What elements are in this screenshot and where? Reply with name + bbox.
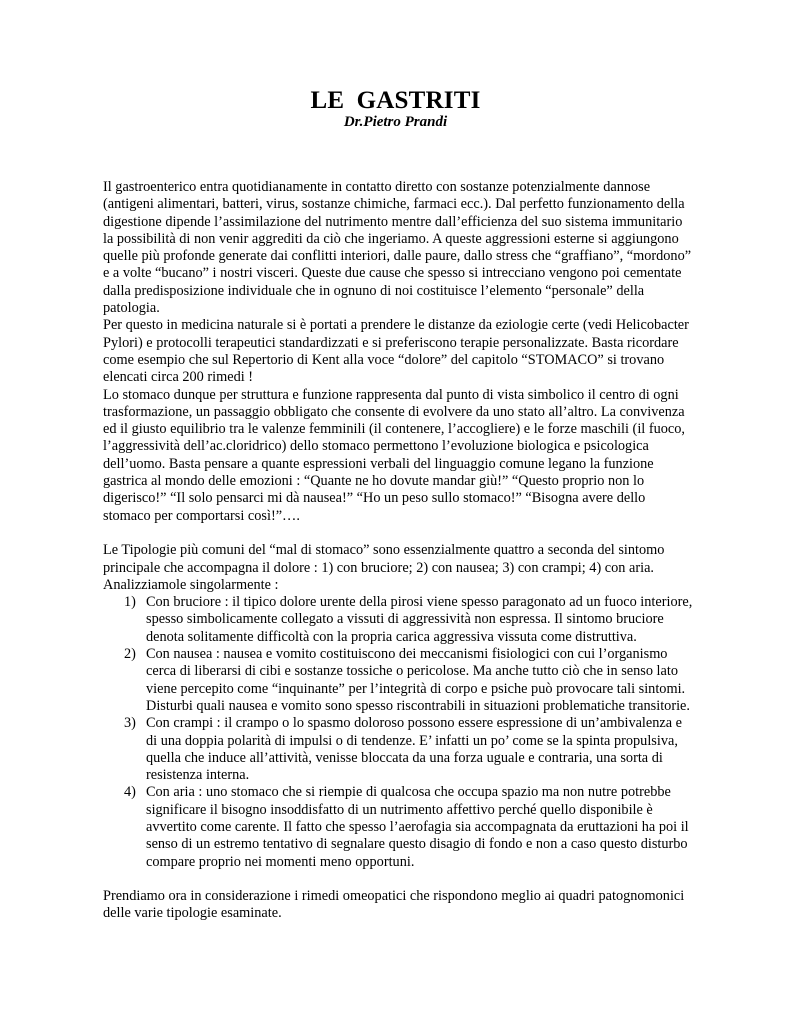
document-author: Dr.Pietro Prandi <box>343 114 448 130</box>
list-item-number: 4) <box>124 784 136 801</box>
list-item <box>103 784 693 870</box>
paragraph-natural-medicine: Per questo in medicina naturale si è portati a prendere le distanze da eziologie certe (vedi Helicobacter Pylori) e protocolli terapeutici standardizzati e si preferiscono terapie personalizzate. Basta ricordare come esempio che sul Repertorio di Kent alla voce “dolore” del capitolo “STOMACO” si trovano elencati circa 200 rimedi ! <box>103 317 689 386</box>
paragraph-spacer <box>103 525 693 542</box>
symptom-list <box>103 594 693 871</box>
list-item <box>103 715 693 784</box>
document-title: LE GASTRITI <box>310 87 481 114</box>
list-item-text: Con aria : uno stomaco che si riempie di qualcosa che occupa spazio ma non nutre potrebbe significare il bisogno insoddisfatto di un nutrimento affettivo perché quello disponibile è avvertito come carente. Il fatto che spesso l’aerofagia sia accompagnata da eruttazioni ha poi il senso di un estremo tentativo di segnalare questo disagio di fondo e non a caso questo disturbo compare proprio nei momenti meno opportuni. <box>146 784 689 870</box>
paragraph-intro: Il gastroenterico entra quotidianamente in contatto diretto con sostanze potenzialmente dannose (antigeni alimentari, batteri, virus, sostanze chimiche, farmaci ecc.). Dal perfetto funzionamento della digestione dipende l’assimilazione del nutrimento mentre dall’efficienza del suo sistema immunitario la possibilità di non venir aggrediti da ciò che ingeriamo. A queste aggressioni esterne si aggiungono quelle più profonde generate dai conflitti interiori, dalle paure, dallo stress che “graffiano”, “mordono” e a volte “bucano” i nostri visceri. Queste due cause che spesso si intrecciano vengono poi cementate dalla predisposizione individuale che in ognuno di noi costituisce l’elemento “personale” della patologia. <box>103 179 692 317</box>
list-item-text: Con bruciore : il tipico dolore urente della pirosi viene spesso paragonato ad un fuoco interiore, spesso simbolicamente collegato a vissuti di aggressività non espressa. Il sintomo bruciore denota solitamente difficoltà con la propria carica aggressiva vissuta come distruttiva. <box>146 594 693 645</box>
document-body <box>103 179 693 923</box>
paragraph-closing: Prendiamo ora in considerazione i rimedi omeopatici che rispondono meglio ai quadri patognomonici delle varie tipologie esaminate. <box>103 888 685 922</box>
list-item-number: 3) <box>124 715 136 732</box>
paragraph-stomach-symbolism: Lo stomaco dunque per struttura e funzione rappresenta dal punto di vista simbolico il centro di ogni trasformazione, un passaggio obbligato che consente di evolvere da uno stato all’altro. La convivenza ed il giusto equilibrio tra le valenze femminili (il contenere, l’accogliere) e le forze maschili (il fuoco, l’aggressività dell’ac.cloridrico) dello stomaco permettono l’evoluzione biologica e psicologica dell’uomo. Basta pensare a quante espressioni verbali del linguaggio comune legano la funzione gastrica al mondo delle emozioni : “Quante ne ho dovute mandar giù!” “Questo proprio non lo digeriscο!” “Il solo pensarci mi dà nausea!” “Ho un peso sullo stomaco!” “Bisogna avere dello stomaco per comportarsi così!”…. <box>103 386 685 524</box>
paragraph-typologies: Le Tipologie più comuni del “mal di stomaco” sono essenzialmente quattro a seconda del sintomo principale che accompagna il dolore : 1) con bruciore; 2) con nausea; 3) con crampi; 4) con aria. <box>103 542 665 576</box>
list-item-text: Con crampi : il crampo o lo spasmo doloroso possono essere espressione di un’ambivalenza e di una doppia polarità di impulsi o di tendenze. E’ infatti un po’ come se la spinta propulsiva, quella che induce all’attività, venisse bloccata da una forza uguale e contraria, una sorta di resistenza interna. <box>146 715 683 784</box>
list-item <box>103 594 693 646</box>
list-item-number: 1) <box>124 594 136 611</box>
list-item-text: Con nausea : nausea e vomito costituiscono dei meccanismi fisiologici con cui l’organismo cerca di liberarsi di cibi e sostanze tossiche o pericolose. Ma anche tutto ciò che in senso lato viene percepito come “inquinante” per l’integrità di corpo e psiche può provocare tali sintomi. Disturbi quali nausea e vomito sono spesso riscontrabili in situazioni problematiche transitorie. <box>146 646 690 714</box>
paragraph-spacer <box>103 871 693 888</box>
list-item <box>103 646 693 715</box>
paragraph-analysis-intro: Analizziamole singolarmente : <box>103 576 279 593</box>
list-item-number: 2) <box>124 646 136 663</box>
